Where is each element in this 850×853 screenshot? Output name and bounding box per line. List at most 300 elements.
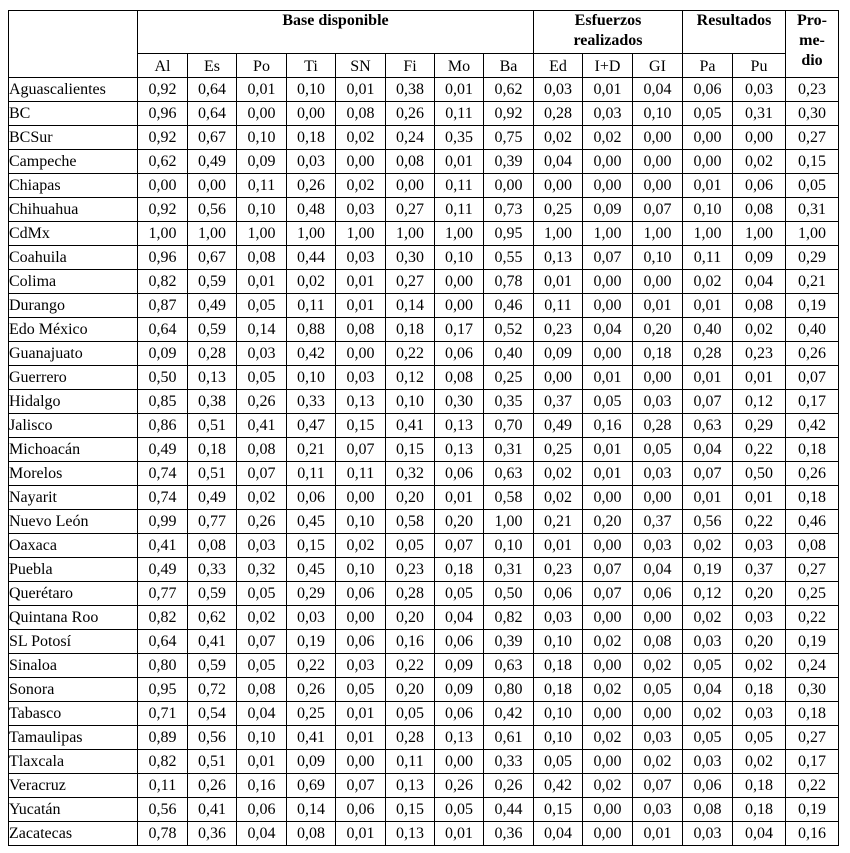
table-row: [9, 150, 839, 174]
value-cell: 0,04: [237, 822, 287, 846]
value-cell: 0,08: [188, 534, 237, 558]
value-cell: 0,20: [386, 486, 435, 510]
value-cell: 0,48: [287, 198, 336, 222]
value-cell: 0,01: [683, 366, 733, 390]
value-cell: 0,02: [583, 774, 633, 798]
value-cell: 0,01: [336, 270, 386, 294]
value-cell: 0,05: [683, 102, 733, 126]
value-cell: 0,11: [683, 246, 733, 270]
value-cell: 0,01: [237, 78, 287, 102]
value-cell: 0,54: [188, 702, 237, 726]
value-cell: 0,00: [583, 798, 633, 822]
column-header: Es: [188, 54, 237, 78]
value-cell: 0,11: [435, 102, 484, 126]
value-cell: 0,02: [683, 270, 733, 294]
promedio-cell: 0,29: [786, 246, 839, 270]
state-name-cell: Edo México: [9, 318, 138, 342]
value-cell: 0,03: [336, 366, 386, 390]
value-cell: 0,41: [287, 726, 336, 750]
value-cell: 0,96: [138, 102, 188, 126]
value-cell: 0,00: [583, 342, 633, 366]
value-cell: 0,02: [583, 678, 633, 702]
value-cell: 0,50: [138, 366, 188, 390]
value-cell: 0,00: [287, 102, 336, 126]
value-cell: 0,18: [534, 654, 583, 678]
value-cell: 0,07: [583, 582, 633, 606]
value-cell: 0,07: [237, 462, 287, 486]
value-cell: 0,00: [583, 534, 633, 558]
value-cell: 0,00: [138, 174, 188, 198]
promedio-cell: 0,27: [786, 558, 839, 582]
value-cell: 0,62: [188, 606, 237, 630]
value-cell: 0,52: [484, 318, 534, 342]
value-cell: 0,02: [583, 726, 633, 750]
value-cell: 0,41: [188, 630, 237, 654]
value-cell: 0,22: [733, 438, 786, 462]
value-cell: 0,32: [237, 558, 287, 582]
promedio-cell: 0,19: [786, 798, 839, 822]
value-cell: 0,04: [534, 150, 583, 174]
value-cell: 0,08: [237, 246, 287, 270]
value-cell: 0,01: [336, 702, 386, 726]
value-cell: 0,14: [386, 294, 435, 318]
value-cell: 0,03: [583, 102, 633, 126]
value-cell: 0,37: [733, 558, 786, 582]
group-esfuerzos-line1: Esfuerzos: [574, 12, 642, 29]
table-row: [9, 390, 839, 414]
value-cell: 0,56: [188, 198, 237, 222]
column-header: Al: [138, 54, 188, 78]
state-name-cell: Zacatecas: [9, 822, 138, 846]
table-row: [9, 126, 839, 150]
value-cell: 0,23: [733, 342, 786, 366]
value-cell: 0,07: [633, 774, 683, 798]
value-cell: 0,00: [633, 150, 683, 174]
value-cell: 0,06: [534, 582, 583, 606]
value-cell: 0,00: [633, 366, 683, 390]
promedio-cell: 0,17: [786, 390, 839, 414]
value-cell: 0,18: [287, 126, 336, 150]
promedio-cell: 0,08: [786, 534, 839, 558]
state-name-cell: BCSur: [9, 126, 138, 150]
promedio-cell: 0,27: [786, 726, 839, 750]
value-cell: 0,00: [336, 606, 386, 630]
value-cell: 0,10: [287, 78, 336, 102]
promedio-cell: 0,30: [786, 678, 839, 702]
value-cell: 0,27: [386, 198, 435, 222]
state-name-cell: Sonora: [9, 678, 138, 702]
value-cell: 0,03: [733, 606, 786, 630]
value-cell: 0,50: [733, 462, 786, 486]
value-cell: 0,25: [287, 702, 336, 726]
value-cell: 0,56: [138, 798, 188, 822]
value-cell: 0,03: [237, 342, 287, 366]
column-header: Fi: [386, 54, 435, 78]
value-cell: 0,04: [733, 270, 786, 294]
corner-cell: [9, 11, 138, 78]
value-cell: 0,02: [336, 534, 386, 558]
value-cell: 0,39: [484, 150, 534, 174]
value-cell: 0,10: [683, 198, 733, 222]
table-row: [9, 318, 839, 342]
value-cell: 0,64: [188, 102, 237, 126]
state-name-cell: Hidalgo: [9, 390, 138, 414]
value-cell: 0,49: [138, 558, 188, 582]
state-indicators-table: [8, 10, 839, 846]
value-cell: 0,03: [336, 198, 386, 222]
promedio-cell: 0,31: [786, 198, 839, 222]
value-cell: 0,19: [287, 630, 336, 654]
value-cell: 0,09: [138, 342, 188, 366]
value-cell: 0,06: [336, 630, 386, 654]
value-cell: 0,09: [287, 750, 336, 774]
value-cell: 0,03: [633, 390, 683, 414]
value-cell: 0,05: [237, 366, 287, 390]
value-cell: 0,82: [138, 750, 188, 774]
value-cell: 0,95: [484, 222, 534, 246]
value-cell: 0,13: [386, 822, 435, 846]
state-name-cell: Quintana Roo: [9, 606, 138, 630]
value-cell: 0,05: [435, 798, 484, 822]
value-cell: 0,06: [237, 798, 287, 822]
value-cell: 0,03: [336, 246, 386, 270]
value-cell: 0,02: [534, 486, 583, 510]
value-cell: 0,31: [733, 102, 786, 126]
value-cell: 0,05: [633, 438, 683, 462]
value-cell: 0,56: [683, 510, 733, 534]
table-row: [9, 462, 839, 486]
value-cell: 0,74: [138, 486, 188, 510]
value-cell: 0,10: [633, 102, 683, 126]
table-row: [9, 702, 839, 726]
value-cell: 0,02: [287, 270, 336, 294]
group-header-esfuerzos-realizados: [534, 11, 683, 54]
value-cell: 0,00: [683, 126, 733, 150]
table-row: [9, 654, 839, 678]
value-cell: 0,30: [386, 246, 435, 270]
value-cell: 0,11: [336, 462, 386, 486]
value-cell: 0,80: [138, 654, 188, 678]
value-cell: 0,13: [534, 246, 583, 270]
value-cell: 0,18: [188, 438, 237, 462]
column-header: SN: [336, 54, 386, 78]
promedio-cell: 0,19: [786, 630, 839, 654]
value-cell: 0,00: [583, 750, 633, 774]
state-name-cell: Tlaxcala: [9, 750, 138, 774]
state-name-cell: Coahuila: [9, 246, 138, 270]
state-name-cell: Nuevo León: [9, 510, 138, 534]
state-name-cell: Yucatán: [9, 798, 138, 822]
value-cell: 0,03: [633, 534, 683, 558]
value-cell: 0,01: [683, 486, 733, 510]
value-cell: 0,26: [237, 510, 287, 534]
value-cell: 0,38: [386, 78, 435, 102]
value-cell: 0,70: [484, 414, 534, 438]
value-cell: 0,10: [336, 510, 386, 534]
table-row: [9, 222, 839, 246]
value-cell: 0,33: [287, 390, 336, 414]
table-row: [9, 174, 839, 198]
state-name-cell: Nayarit: [9, 486, 138, 510]
value-cell: 0,04: [733, 822, 786, 846]
value-cell: 0,06: [435, 462, 484, 486]
promedio-line1: Pro-: [797, 12, 827, 29]
state-name-cell: Oaxaca: [9, 534, 138, 558]
value-cell: 0,10: [534, 726, 583, 750]
value-cell: 0,11: [386, 750, 435, 774]
value-cell: 0,03: [633, 726, 683, 750]
value-cell: 0,32: [386, 462, 435, 486]
value-cell: 0,20: [733, 582, 786, 606]
value-cell: 0,06: [435, 702, 484, 726]
value-cell: 0,05: [733, 726, 786, 750]
state-name-cell: SL Potosí: [9, 630, 138, 654]
table-row: [9, 534, 839, 558]
value-cell: 0,59: [188, 270, 237, 294]
table-row: [9, 678, 839, 702]
value-cell: 0,62: [138, 150, 188, 174]
value-cell: 0,00: [435, 270, 484, 294]
value-cell: 0,01: [583, 462, 633, 486]
value-cell: 0,01: [435, 78, 484, 102]
value-cell: 0,03: [733, 78, 786, 102]
value-cell: 0,07: [683, 390, 733, 414]
value-cell: 0,08: [733, 294, 786, 318]
value-cell: 1,00: [386, 222, 435, 246]
promedio-cell: 0,42: [786, 414, 839, 438]
value-cell: 1,00: [435, 222, 484, 246]
value-cell: 0,05: [237, 294, 287, 318]
value-cell: 0,77: [188, 510, 237, 534]
value-cell: 0,06: [683, 774, 733, 798]
state-name-cell: Jalisco: [9, 414, 138, 438]
value-cell: 1,00: [138, 222, 188, 246]
value-cell: 0,28: [633, 414, 683, 438]
value-cell: 0,64: [188, 78, 237, 102]
value-cell: 0,14: [287, 798, 336, 822]
value-cell: 0,00: [583, 486, 633, 510]
value-cell: 0,00: [583, 654, 633, 678]
value-cell: 0,92: [138, 78, 188, 102]
value-cell: 0,05: [534, 750, 583, 774]
column-header: Ti: [287, 54, 336, 78]
value-cell: 0,09: [534, 342, 583, 366]
value-cell: 0,04: [683, 438, 733, 462]
value-cell: 0,82: [138, 270, 188, 294]
state-name-cell: Chiapas: [9, 174, 138, 198]
value-cell: 0,05: [237, 582, 287, 606]
value-cell: 0,29: [733, 414, 786, 438]
value-cell: 0,02: [583, 630, 633, 654]
value-cell: 0,05: [386, 534, 435, 558]
value-cell: 1,00: [733, 222, 786, 246]
value-cell: 0,10: [237, 198, 287, 222]
value-cell: 0,02: [733, 318, 786, 342]
value-cell: 0,20: [733, 630, 786, 654]
value-cell: 0,01: [435, 150, 484, 174]
value-cell: 0,10: [633, 246, 683, 270]
value-cell: 0,18: [733, 774, 786, 798]
value-cell: 0,06: [287, 486, 336, 510]
value-cell: 0,01: [534, 534, 583, 558]
value-cell: 0,17: [435, 318, 484, 342]
value-cell: 0,39: [484, 630, 534, 654]
value-cell: 0,45: [287, 558, 336, 582]
value-cell: 0,01: [534, 270, 583, 294]
value-cell: 0,11: [534, 294, 583, 318]
value-cell: 0,63: [484, 654, 534, 678]
value-cell: 0,33: [484, 750, 534, 774]
value-cell: 0,42: [287, 342, 336, 366]
value-cell: 0,05: [633, 678, 683, 702]
group-header-base-disponible: Base disponible: [138, 11, 534, 54]
value-cell: 0,01: [435, 486, 484, 510]
value-cell: 0,13: [386, 774, 435, 798]
value-cell: 0,00: [633, 270, 683, 294]
value-cell: 0,12: [733, 390, 786, 414]
value-cell: 0,25: [534, 438, 583, 462]
value-cell: 0,00: [583, 150, 633, 174]
table-row: [9, 198, 839, 222]
value-cell: 1,00: [287, 222, 336, 246]
value-cell: 0,49: [188, 294, 237, 318]
value-cell: 0,86: [138, 414, 188, 438]
value-cell: 0,26: [435, 774, 484, 798]
table-row: [9, 270, 839, 294]
value-cell: 0,00: [583, 822, 633, 846]
value-cell: 0,01: [237, 270, 287, 294]
value-cell: 0,75: [484, 126, 534, 150]
value-cell: 0,33: [188, 558, 237, 582]
value-cell: 0,10: [287, 366, 336, 390]
value-cell: 0,42: [534, 774, 583, 798]
value-cell: 0,18: [633, 342, 683, 366]
value-cell: 0,63: [484, 462, 534, 486]
value-cell: 0,10: [484, 534, 534, 558]
value-cell: 0,06: [435, 630, 484, 654]
value-cell: 0,00: [336, 486, 386, 510]
value-cell: 0,02: [336, 174, 386, 198]
column-header: Pu: [733, 54, 786, 78]
value-cell: 0,45: [287, 510, 336, 534]
value-cell: 0,49: [188, 486, 237, 510]
value-cell: 0,28: [683, 342, 733, 366]
value-cell: 0,80: [484, 678, 534, 702]
value-cell: 0,02: [733, 150, 786, 174]
value-cell: 0,00: [583, 702, 633, 726]
promedio-cell: 0,16: [786, 822, 839, 846]
value-cell: 0,26: [287, 174, 336, 198]
promedio-cell: 0,17: [786, 750, 839, 774]
value-cell: 0,23: [386, 558, 435, 582]
value-cell: 0,21: [534, 510, 583, 534]
value-cell: 0,20: [435, 510, 484, 534]
value-cell: 0,07: [683, 462, 733, 486]
value-cell: 0,08: [336, 318, 386, 342]
value-cell: 0,25: [484, 366, 534, 390]
table-row: [9, 726, 839, 750]
promedio-cell: 0,27: [786, 126, 839, 150]
value-cell: 0,15: [534, 798, 583, 822]
value-cell: 0,08: [633, 630, 683, 654]
state-name-cell: Durango: [9, 294, 138, 318]
value-cell: 0,13: [188, 366, 237, 390]
value-cell: 0,09: [435, 654, 484, 678]
value-cell: 0,71: [138, 702, 188, 726]
value-cell: 0,25: [534, 198, 583, 222]
value-cell: 0,02: [733, 654, 786, 678]
value-cell: 0,88: [287, 318, 336, 342]
value-cell: 0,01: [336, 822, 386, 846]
value-cell: 0,06: [336, 582, 386, 606]
value-cell: 0,08: [287, 822, 336, 846]
value-cell: 0,05: [435, 582, 484, 606]
value-cell: 0,02: [534, 462, 583, 486]
value-cell: 0,06: [633, 582, 683, 606]
value-cell: 0,87: [138, 294, 188, 318]
value-cell: 0,08: [336, 102, 386, 126]
promedio-cell: 0,19: [786, 294, 839, 318]
value-cell: 0,01: [733, 486, 786, 510]
value-cell: 0,72: [188, 678, 237, 702]
value-cell: 0,13: [435, 438, 484, 462]
value-cell: 0,05: [583, 390, 633, 414]
value-cell: 0,07: [336, 774, 386, 798]
promedio-cell: 0,07: [786, 366, 839, 390]
promedio-cell: 0,22: [786, 606, 839, 630]
table-row: [9, 822, 839, 846]
value-cell: 0,22: [386, 342, 435, 366]
value-cell: 0,09: [435, 678, 484, 702]
value-cell: 0,22: [287, 654, 336, 678]
value-cell: 0,04: [633, 78, 683, 102]
state-name-cell: BC: [9, 102, 138, 126]
state-name-cell: Chihuahua: [9, 198, 138, 222]
value-cell: 0,05: [386, 702, 435, 726]
table-row: [9, 750, 839, 774]
value-cell: 0,01: [733, 366, 786, 390]
value-cell: 0,95: [138, 678, 188, 702]
value-cell: 0,31: [484, 438, 534, 462]
value-cell: 0,03: [237, 534, 287, 558]
value-cell: 0,40: [484, 342, 534, 366]
promedio-cell: 0,46: [786, 510, 839, 534]
value-cell: 0,07: [435, 534, 484, 558]
value-cell: 0,02: [683, 606, 733, 630]
table-row: [9, 438, 839, 462]
value-cell: 0,15: [386, 798, 435, 822]
column-header: GI: [633, 54, 683, 78]
value-cell: 0,99: [138, 510, 188, 534]
value-cell: 0,02: [583, 126, 633, 150]
value-cell: 0,00: [386, 174, 435, 198]
promedio-cell: 0,25: [786, 582, 839, 606]
value-cell: 0,04: [683, 678, 733, 702]
value-cell: 0,73: [484, 198, 534, 222]
value-cell: 0,78: [484, 270, 534, 294]
value-cell: 0,82: [138, 606, 188, 630]
value-cell: 0,01: [583, 438, 633, 462]
value-cell: 0,59: [188, 654, 237, 678]
value-cell: 0,11: [138, 774, 188, 798]
value-cell: 0,02: [237, 606, 287, 630]
value-cell: 0,36: [188, 822, 237, 846]
value-cell: 0,49: [138, 438, 188, 462]
value-cell: 0,42: [484, 702, 534, 726]
table-row: [9, 342, 839, 366]
value-cell: 0,02: [336, 126, 386, 150]
column-header: Ed: [534, 54, 583, 78]
